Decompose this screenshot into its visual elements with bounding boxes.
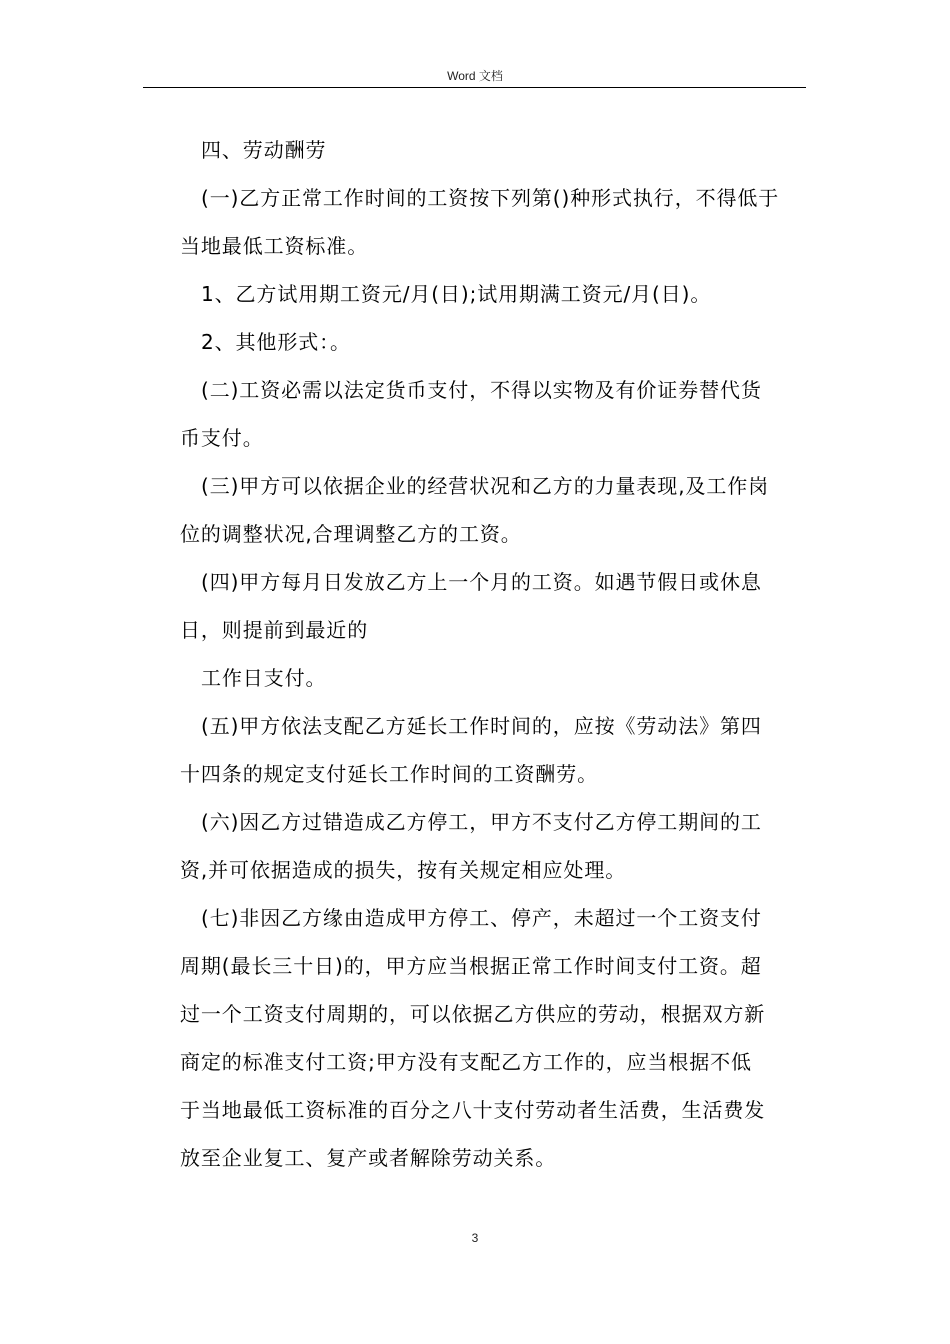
text-line: (四)甲方每月日发放乙方上一个月的工资。如遇节假日或休息	[201, 570, 762, 594]
document-body	[180, 126, 808, 1182]
text-line: 周期(最长三十日)的，甲方应当根据正常工作时间支付工资。超	[180, 954, 762, 978]
text-line: 1、乙方试用期工资元/月(日);试用期满工资元/月(日)。	[201, 282, 712, 306]
text-line: (六)因乙方过错造成乙方停工，甲方不支付乙方停工期间的工	[201, 810, 762, 834]
paragraph-9	[180, 798, 808, 894]
text-line: (五)甲方依法支配乙方延长工作时间的，应按《劳动法》第四	[201, 714, 762, 738]
text-line: (七)非因乙方缘由造成甲方停工、停产，未超过一个工资支付	[201, 906, 762, 930]
paragraph-2	[180, 270, 808, 318]
text-line: (二)工资必需以法定货币支付，不得以实物及有价证券替代货	[201, 378, 762, 402]
header-divider	[143, 87, 806, 88]
text-line: 日，则提前到最近的	[180, 618, 369, 642]
text-line: 位的调整状况,合理调整乙方的工资。	[180, 522, 522, 546]
text-line: 过一个工资支付周期的，可以依据乙方供应的劳动，根据双方新	[180, 1002, 766, 1026]
paragraph-1	[180, 174, 808, 270]
text-line: (一)乙方正常工作时间的工资按下列第()种形式执行，不得低于	[201, 186, 780, 210]
text-line: (三)甲方可以依据企业的经营状况和乙方的力量表现,及工作岗	[201, 474, 770, 498]
paragraph-4	[180, 366, 808, 462]
section-heading	[180, 126, 808, 174]
text-line: 于当地最低工资标准的百分之八十支付劳动者生活费，生活费发	[180, 1098, 766, 1122]
text-line: 资,并可依据造成的损失，按有关规定相应处理。	[180, 858, 627, 882]
text-line: 四、劳动酬劳	[201, 138, 327, 162]
text-line: 商定的标准支付工资;甲方没有支配乙方工作的，应当根据不低	[180, 1050, 752, 1074]
page-header-label: Word 文档	[447, 69, 503, 83]
text-line: 十四条的规定支付延长工作时间的工资酬劳。	[180, 762, 598, 786]
paragraph-8	[180, 702, 808, 798]
text-line: 工作日支付。	[201, 666, 327, 690]
paragraph-10	[180, 894, 808, 1182]
paragraph-3	[180, 318, 808, 366]
text-line: 放至企业复工、复产或者解除劳动关系。	[180, 1146, 557, 1170]
paragraph-7	[180, 654, 808, 702]
text-line: 当地最低工资标准。	[180, 234, 369, 258]
paragraph-5	[180, 462, 808, 558]
text-line: 币支付。	[180, 426, 264, 450]
paragraph-6	[180, 558, 808, 654]
text-line: 2、其他形式：。	[201, 330, 351, 354]
page-number: 3	[471, 1231, 479, 1245]
